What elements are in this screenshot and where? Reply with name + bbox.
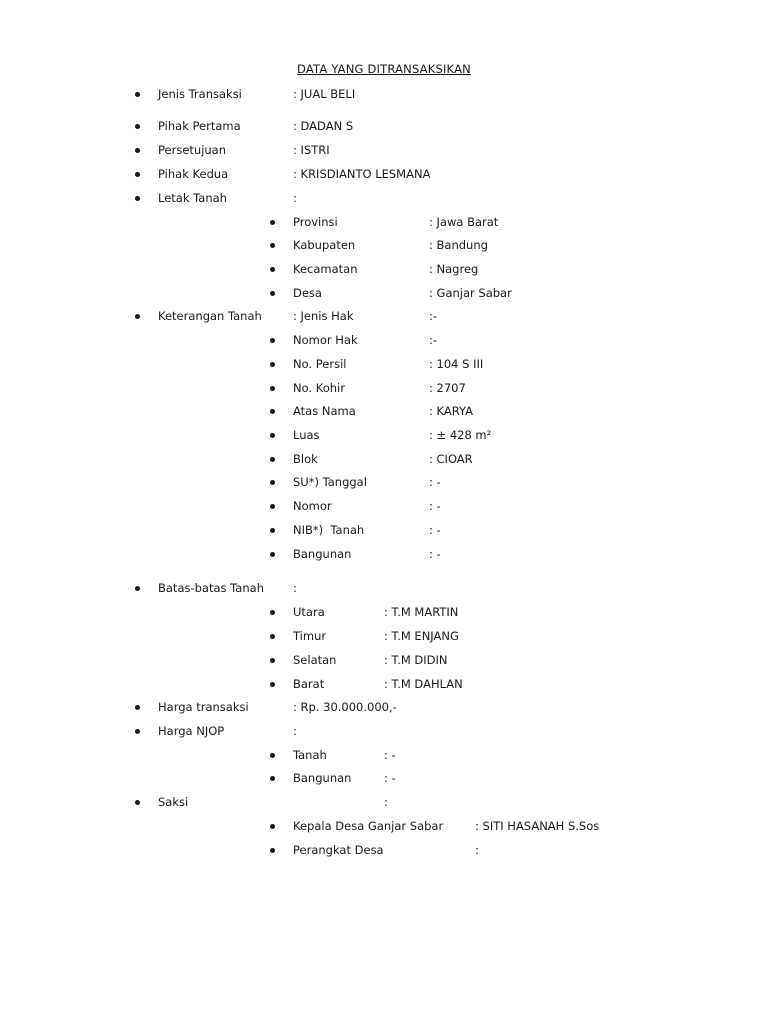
- bullet-icon: [270, 409, 275, 414]
- blok-label: Blok: [293, 452, 318, 466]
- perangkat-desa-value: :: [475, 843, 479, 857]
- pihak-pertama-value: : DADAN S: [293, 119, 354, 133]
- keterangan-tanah-label: Keterangan Tanah: [158, 309, 262, 323]
- harga-njop-label: Harga NJOP: [158, 724, 225, 738]
- bullet-icon: [270, 386, 275, 391]
- letak-tanah-value: :: [293, 191, 297, 205]
- bullet-icon: [270, 433, 275, 438]
- utara-value: : T.M MARTIN: [384, 605, 459, 619]
- nomor-hak-label: Nomor Hak: [293, 333, 358, 347]
- pihak-kedua-value: : KRISDIANTO LESMANA: [293, 167, 431, 181]
- no-persil-value: : 104 S III: [429, 357, 484, 371]
- bullet-icon: [270, 776, 275, 781]
- nomor-label: Nomor: [293, 499, 332, 513]
- saksi-label: Saksi: [158, 795, 189, 809]
- perangkat-desa-label: Perangkat Desa: [293, 843, 384, 857]
- batas-tanah-value: :: [293, 581, 297, 595]
- bullet-icon: [270, 267, 275, 272]
- njop-tanah-label: Tanah: [293, 748, 327, 762]
- bullet-icon: [270, 552, 275, 557]
- kepala-desa-value: : SITI HASANAH S.Sos: [475, 819, 600, 833]
- bullet-icon: [135, 92, 140, 97]
- bullet-icon: [270, 753, 275, 758]
- njop-bangunan-value: : -: [384, 771, 396, 785]
- bangunan-value: : -: [429, 547, 441, 561]
- batas-tanah-label: Batas-batas Tanah: [158, 581, 264, 595]
- njop-tanah-value: : -: [384, 748, 396, 762]
- bullet-icon: [270, 528, 275, 533]
- su-tanggal-label: SU*) Tanggal: [293, 475, 367, 489]
- letak-tanah-label: Letak Tanah: [158, 191, 227, 205]
- njop-bangunan-label: Bangunan: [293, 771, 352, 785]
- bullet-icon: [270, 634, 275, 639]
- bullet-icon: [135, 586, 140, 591]
- bullet-icon: [135, 172, 140, 177]
- no-persil-label: No. Persil: [293, 357, 347, 371]
- bullet-icon: [135, 196, 140, 201]
- nomor-value: : -: [429, 499, 441, 513]
- bullet-icon: [135, 314, 140, 319]
- bullet-icon: [135, 148, 140, 153]
- bangunan-label: Bangunan: [293, 547, 352, 561]
- persetujuan-value: : ISTRI: [293, 143, 330, 157]
- no-kohir-value: : 2707: [429, 381, 466, 395]
- nib-tanah-label: NIB*) Tanah: [293, 523, 365, 537]
- bullet-icon: [270, 610, 275, 615]
- bullet-icon: [270, 220, 275, 225]
- harga-transaksi-label: Harga transaksi: [158, 700, 249, 714]
- luas-value: : ± 428 m²: [429, 428, 492, 442]
- timur-label: Timur: [293, 629, 327, 643]
- bullet-icon: [135, 124, 140, 129]
- jenis-hak-label: : Jenis Hak: [293, 309, 354, 323]
- kepala-desa-label: Kepala Desa Ganjar Sabar: [293, 819, 444, 833]
- barat-value: : T.M DAHLAN: [384, 677, 463, 691]
- desa-label: Desa: [293, 286, 322, 300]
- kabupaten-label: Kabupaten: [293, 238, 356, 252]
- jenis-hak-value: :-: [429, 309, 438, 323]
- pihak-kedua-label: Pihak Kedua: [158, 167, 229, 181]
- bullet-icon: [135, 800, 140, 805]
- bullet-icon: [270, 338, 275, 343]
- bullet-icon: [135, 729, 140, 734]
- bullet-icon: [270, 362, 275, 367]
- barat-label: Barat: [293, 677, 325, 691]
- harga-transaksi-value: : Rp. 30.000.000,-: [293, 700, 397, 714]
- bullet-icon: [270, 457, 275, 462]
- utara-label: Utara: [293, 605, 325, 619]
- no-kohir-label: No. Kohir: [293, 381, 345, 395]
- selatan-value: : T.M DIDIN: [384, 653, 448, 667]
- bullet-icon: [135, 705, 140, 710]
- bullet-icon: [270, 848, 275, 853]
- provinsi-label: Provinsi: [293, 215, 338, 229]
- document-title: DATA YANG DITRANSAKSIKAN: [297, 62, 471, 76]
- provinsi-value: : Jawa Barat: [429, 215, 499, 229]
- bullet-icon: [270, 243, 275, 248]
- su-tanggal-value: : -: [429, 475, 441, 489]
- saksi-value: :: [384, 795, 388, 809]
- luas-label: Luas: [293, 428, 320, 442]
- persetujuan-label: Persetujuan: [158, 143, 227, 157]
- jenis-transaksi-label: Jenis Transaksi: [158, 87, 242, 101]
- bullet-icon: [270, 291, 275, 296]
- bullet-icon: [270, 658, 275, 663]
- bullet-icon: [270, 504, 275, 509]
- harga-njop-value: :: [293, 724, 297, 738]
- blok-value: : CIOAR: [429, 452, 473, 466]
- jenis-transaksi-value: : JUAL BELI: [293, 87, 356, 101]
- bullet-icon: [270, 480, 275, 485]
- nomor-hak-value: :-: [429, 333, 438, 347]
- kabupaten-value: : Bandung: [429, 238, 488, 252]
- bullet-icon: [270, 682, 275, 687]
- kecamatan-value: : Nagreg: [429, 262, 479, 276]
- pihak-pertama-label: Pihak Pertama: [158, 119, 241, 133]
- bullet-icon: [270, 824, 275, 829]
- kecamatan-label: Kecamatan: [293, 262, 358, 276]
- atas-nama-label: Atas Nama: [293, 404, 356, 418]
- timur-value: : T.M ENJANG: [384, 629, 459, 643]
- desa-value: : Ganjar Sabar: [429, 286, 512, 300]
- atas-nama-value: : KARYA: [429, 404, 473, 418]
- selatan-label: Selatan: [293, 653, 337, 667]
- nib-tanah-value: : -: [429, 523, 441, 537]
